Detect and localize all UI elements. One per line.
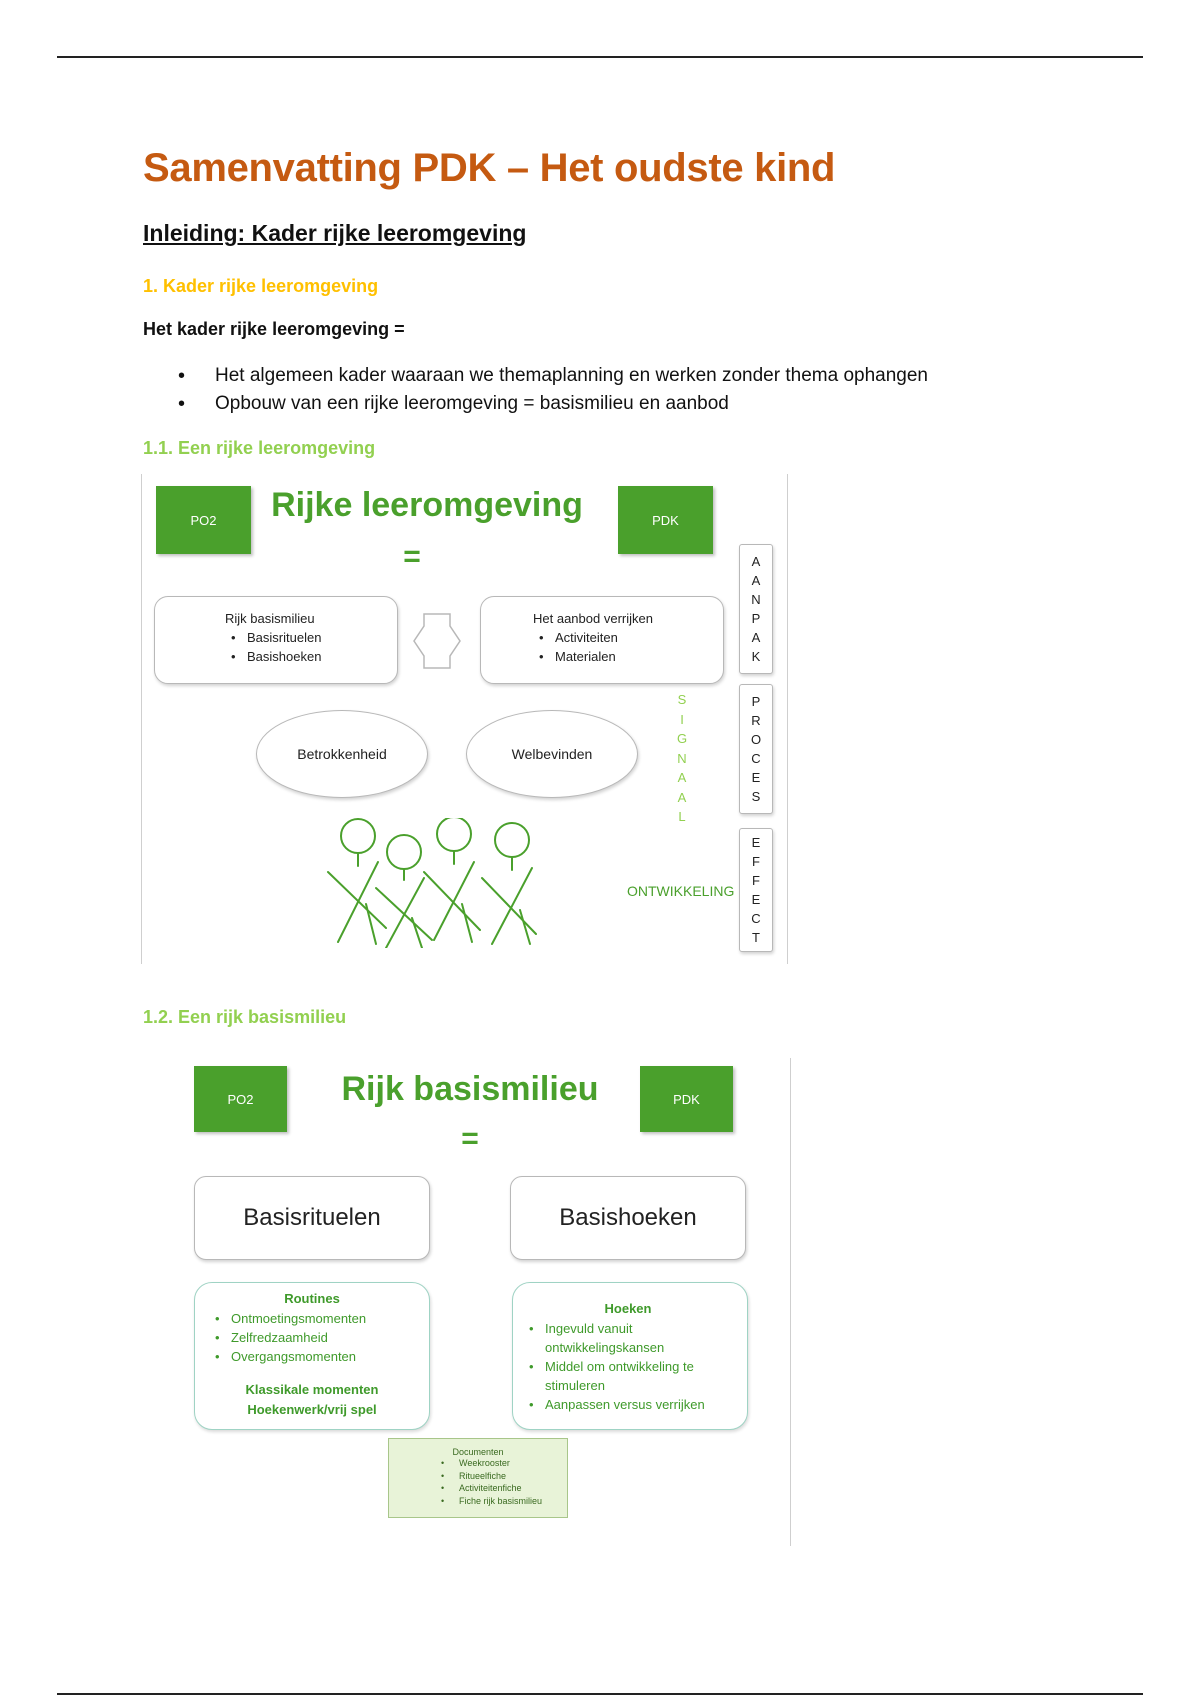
children-icon (320, 818, 560, 948)
figure-title: Rijke leeromgeving (271, 486, 583, 524)
equals-sign: = (461, 1122, 479, 1155)
signal-letter: N (677, 750, 687, 766)
column-letter: P (751, 694, 761, 709)
box-title: Rijk basismilieu (225, 611, 315, 626)
column-letter: A (751, 554, 761, 569)
equals-sign: = (403, 540, 421, 573)
signal-letter: A (677, 770, 687, 785)
column-letter: S (751, 789, 761, 804)
list-item: • Ontmoetingsmomenten (205, 1309, 419, 1328)
column-letter: K (751, 649, 761, 664)
box-routines (194, 1282, 430, 1430)
list-item: • Fiche rijk basismilieu (389, 1495, 567, 1508)
column-letter: P (751, 611, 761, 626)
column-letter: F (752, 873, 760, 888)
double-arrow-icon (410, 610, 464, 672)
figure-rijk-basismilieu (180, 1058, 791, 1546)
column-letter: A (751, 573, 761, 588)
column-letter: E (751, 770, 761, 785)
signal-letter: G (676, 731, 688, 746)
column-letter: A (751, 630, 761, 645)
column-letter: E (751, 892, 761, 907)
column-letter: F (752, 854, 760, 869)
document-title: Samenvatting PDK – Het oudste kind (143, 146, 836, 190)
box-aanbod-verrijken (480, 596, 724, 684)
list-item: • Aanpassen versus verrijken (519, 1395, 737, 1414)
tag-pdk: PDK (640, 1066, 733, 1132)
signal-letter: L (678, 809, 686, 824)
routines-footer: Klassikale momenten (245, 1382, 379, 1397)
box-rijk-basismilieu (154, 596, 398, 684)
tag-po2: PO2 (194, 1066, 287, 1132)
tag-po2: PO2 (156, 486, 251, 554)
column-letter: C (751, 751, 761, 766)
footer-rule (57, 1693, 1143, 1695)
column-letter: E (751, 835, 761, 850)
ellipse-betrokkenheid: Betrokkenheid (256, 710, 428, 798)
signal-letter: I (680, 711, 684, 727)
box-basisrituelen: Basisrituelen (194, 1176, 430, 1260)
column-proces (739, 684, 773, 814)
signal-label (672, 690, 692, 827)
column-letter: C (751, 911, 761, 926)
column-letter: N (751, 592, 761, 607)
list-item: • Opbouw van een rijke leeromgeving = basismilieu en aanbod (143, 390, 928, 418)
bullet-list (143, 362, 928, 418)
list-item: • Basishoeken (225, 647, 397, 666)
list-item: • Weekrooster (389, 1457, 567, 1470)
signal-letter: S (677, 692, 687, 707)
list-item: • Zelfredzaamheid (205, 1328, 419, 1347)
box-hoeken (512, 1282, 748, 1430)
ellipse-welbevinden: Welbevinden (466, 710, 638, 798)
list-item: • Overgangsmomenten (205, 1347, 419, 1366)
heading-section-1-1: 1.1. Een rijke leeromgeving (143, 438, 376, 458)
documents-title: Documenten (452, 1447, 504, 1457)
heading-section-1-2: 1.2. Een rijk basismilieu (143, 1007, 347, 1027)
figure-title: Rijk basismilieu (341, 1070, 599, 1108)
box-title: Het aanbod verrijken (533, 611, 653, 626)
signal-letter: A (677, 789, 687, 805)
column-letter: R (751, 713, 761, 728)
routines-footer: Hoekenwerk/vrij spel (247, 1402, 377, 1417)
column-aanpak (739, 544, 773, 674)
list-item: • Middel om ontwikkeling te stimuleren (519, 1357, 725, 1395)
box-title: Routines (284, 1291, 340, 1306)
header-rule (57, 56, 1143, 58)
box-title: Hoeken (604, 1301, 652, 1316)
column-letter: T (752, 930, 760, 945)
list-item: • Activiteitenfiche (389, 1482, 567, 1495)
tag-pdk: PDK (618, 486, 713, 554)
lead-text: Het kader rijke leeromgeving = (143, 319, 405, 339)
list-item: • Basisrituelen (225, 628, 397, 647)
list-item: • Materialen (533, 647, 723, 666)
box-basishoeken: Basishoeken (510, 1176, 746, 1260)
list-item: • Ingevuld vanuit ontwikkelingskansen (519, 1319, 695, 1357)
figure-rijke-leeromgeving (141, 474, 788, 964)
list-item: • Het algemeen kader waaraan we themaplanning en werken zonder thema ophangen (143, 362, 928, 390)
list-item: • Ritueelfiche (389, 1470, 567, 1483)
documents-scroll (388, 1438, 568, 1518)
heading-inleiding: Inleiding: Kader rijke leeromgeving (143, 220, 527, 246)
heading-kader: 1. Kader rijke leeromgeving (143, 276, 379, 296)
column-effect (739, 828, 773, 952)
column-letter: O (750, 732, 762, 747)
ontwikkeling-label: ONTWIKKELING (627, 883, 735, 899)
list-item: • Activiteiten (533, 628, 723, 647)
